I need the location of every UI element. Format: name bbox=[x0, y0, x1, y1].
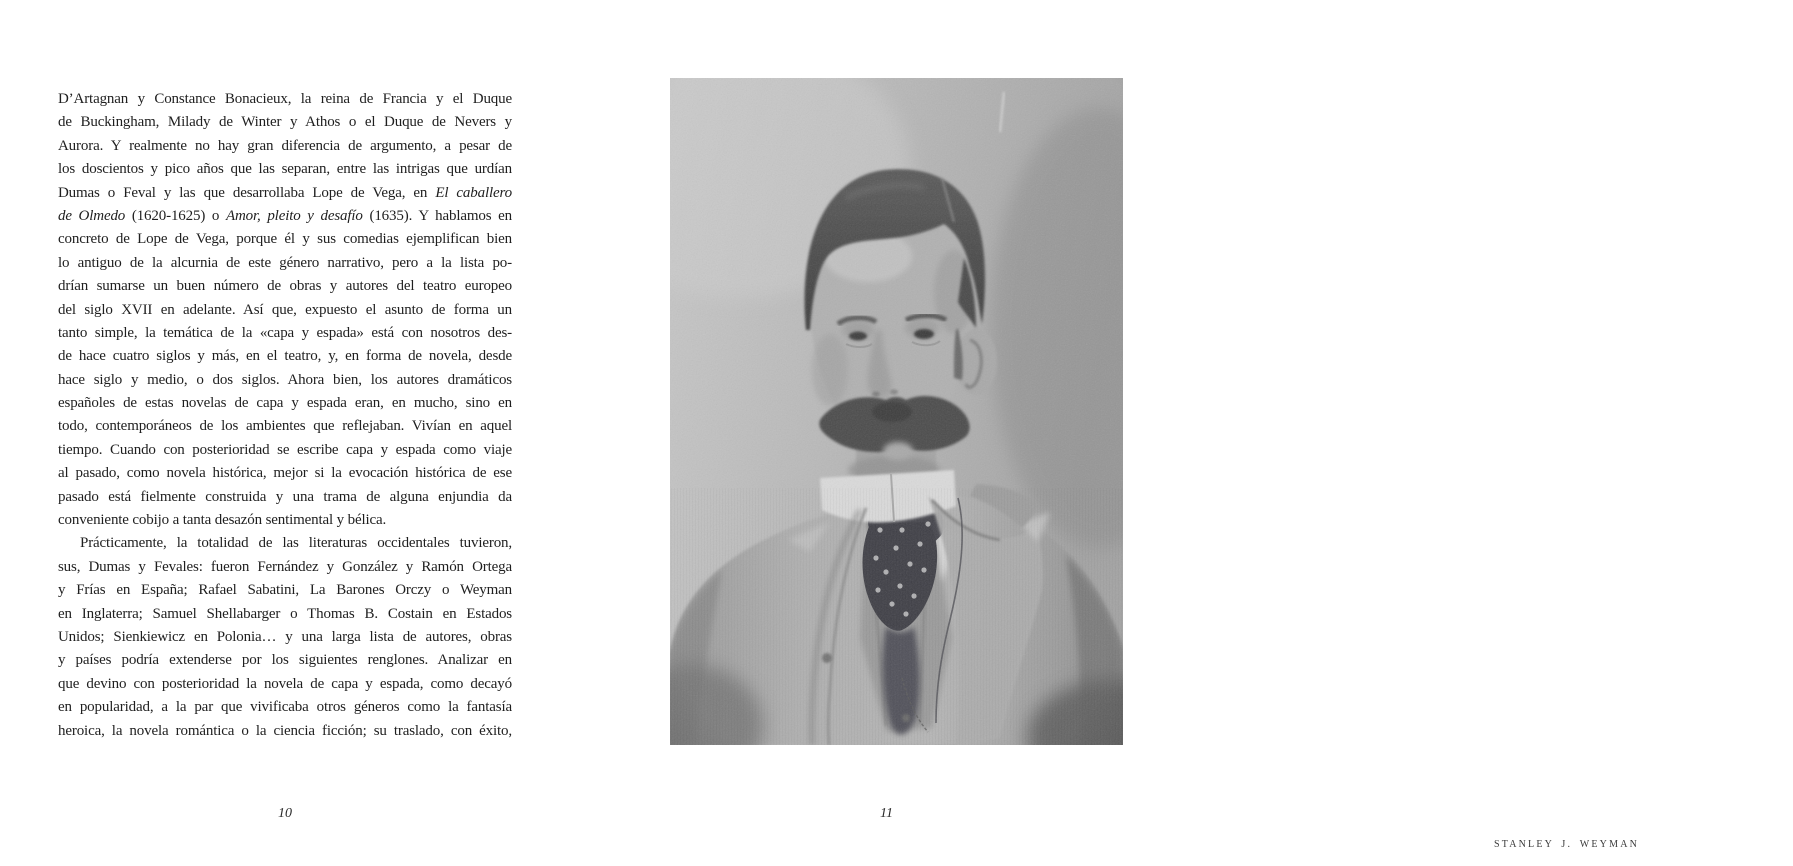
text-line: de Olmedo (1620-1625) o Amor, pleito y desafío (1635). Y hablamos en bbox=[58, 207, 512, 224]
page-number-left: 10 bbox=[278, 806, 292, 821]
text-line: Dumas o Feval y las que desarrollaba Lope de Vega, en El caballero bbox=[58, 184, 512, 201]
text-line: lo antiguo de la alcurnia de este género narrativo, pero a la lista po- bbox=[58, 254, 512, 271]
text-line: drían sumarse un buen número de obras y autores del teatro europeo bbox=[58, 278, 512, 295]
text-line: hace siglo y medio, o dos siglos. Ahora bien, los autores dramáticos bbox=[58, 371, 512, 388]
text-line: pasado está fielmente construida y una trama de alguna enjundia da bbox=[58, 488, 512, 505]
text-line: en Inglaterra; Samuel Shellabarger o Thomas B. Costain en Estados bbox=[58, 605, 512, 622]
text-line: todo, contemporáneos de los ambientes que reflejaban. Vivían en aquel bbox=[58, 418, 512, 435]
portrait-photo bbox=[670, 78, 1123, 745]
text-line: en popularidad, a la par que vivificaba otros géneros como la fantasía bbox=[58, 699, 512, 716]
text-line: tiempo. Cuando con posterioridad se escribe capa y espada como viaje bbox=[58, 441, 512, 458]
text-line: D’Artagnan y Constance Bonacieux, la reina de Francia y el Duque bbox=[58, 91, 512, 107]
text-line: Prácticamente, la totalidad de las literaturas occidentales tuvieron, bbox=[80, 535, 512, 552]
text-line: Aurora. Y realmente no hay gran diferencia de argumento, a pesar de bbox=[58, 137, 512, 154]
text-line: del siglo XVII en adelante. Así que, expuesto el asunto de forma un bbox=[58, 301, 512, 318]
text-block bbox=[58, 88, 512, 743]
text-line: de Buckingham, Milady de Winter y Athos o el Duque de Nevers y bbox=[58, 114, 512, 131]
photo-caption: STANLEY J. WEYMAN bbox=[1493, 839, 1640, 850]
text-line: tanto simple, la temática de la «capa y espada» está con nosotros des- bbox=[58, 324, 512, 341]
text-line: concreto de Lope de Vega, porque él y sus comedias ejemplifican bien bbox=[58, 231, 512, 248]
text-line: los doscientos y pico años que las separan, entre las intrigas que urdían bbox=[58, 161, 512, 178]
text-line: y Frías en España; Rafael Sabatini, La Barones Orczy o Weyman bbox=[58, 582, 512, 599]
text-line: Unidos; Sienkiewicz en Polonia… y una larga lista de autores, obras bbox=[58, 628, 512, 645]
text-line: que devino con posterioridad la novela de capa y espada, como decayó bbox=[58, 675, 512, 692]
page-number-right: 11 bbox=[880, 806, 893, 821]
text-line: españoles de estas novelas de capa y espada eran, en mucho, sino en bbox=[58, 395, 512, 412]
text-line: de hace cuatro siglos y más, en el teatro, y, en forma de novela, desde bbox=[58, 348, 512, 365]
text-line: al pasado, como novela histórica, mejor si la evocación histórica de ese bbox=[58, 465, 512, 482]
text-line: heroica, la novela romántica o la ciencia ficción; su traslado, con éxito, bbox=[58, 722, 512, 739]
text-line: y países podría extenderse por los siguientes renglones. Analizar en bbox=[58, 652, 512, 669]
text-line: conveniente cobijo a tanta desazón sentimental y bélica. bbox=[58, 512, 387, 529]
text-line: sus, Dumas y Fevales: fueron Fernández y González y Ramón Ortega bbox=[58, 558, 512, 575]
